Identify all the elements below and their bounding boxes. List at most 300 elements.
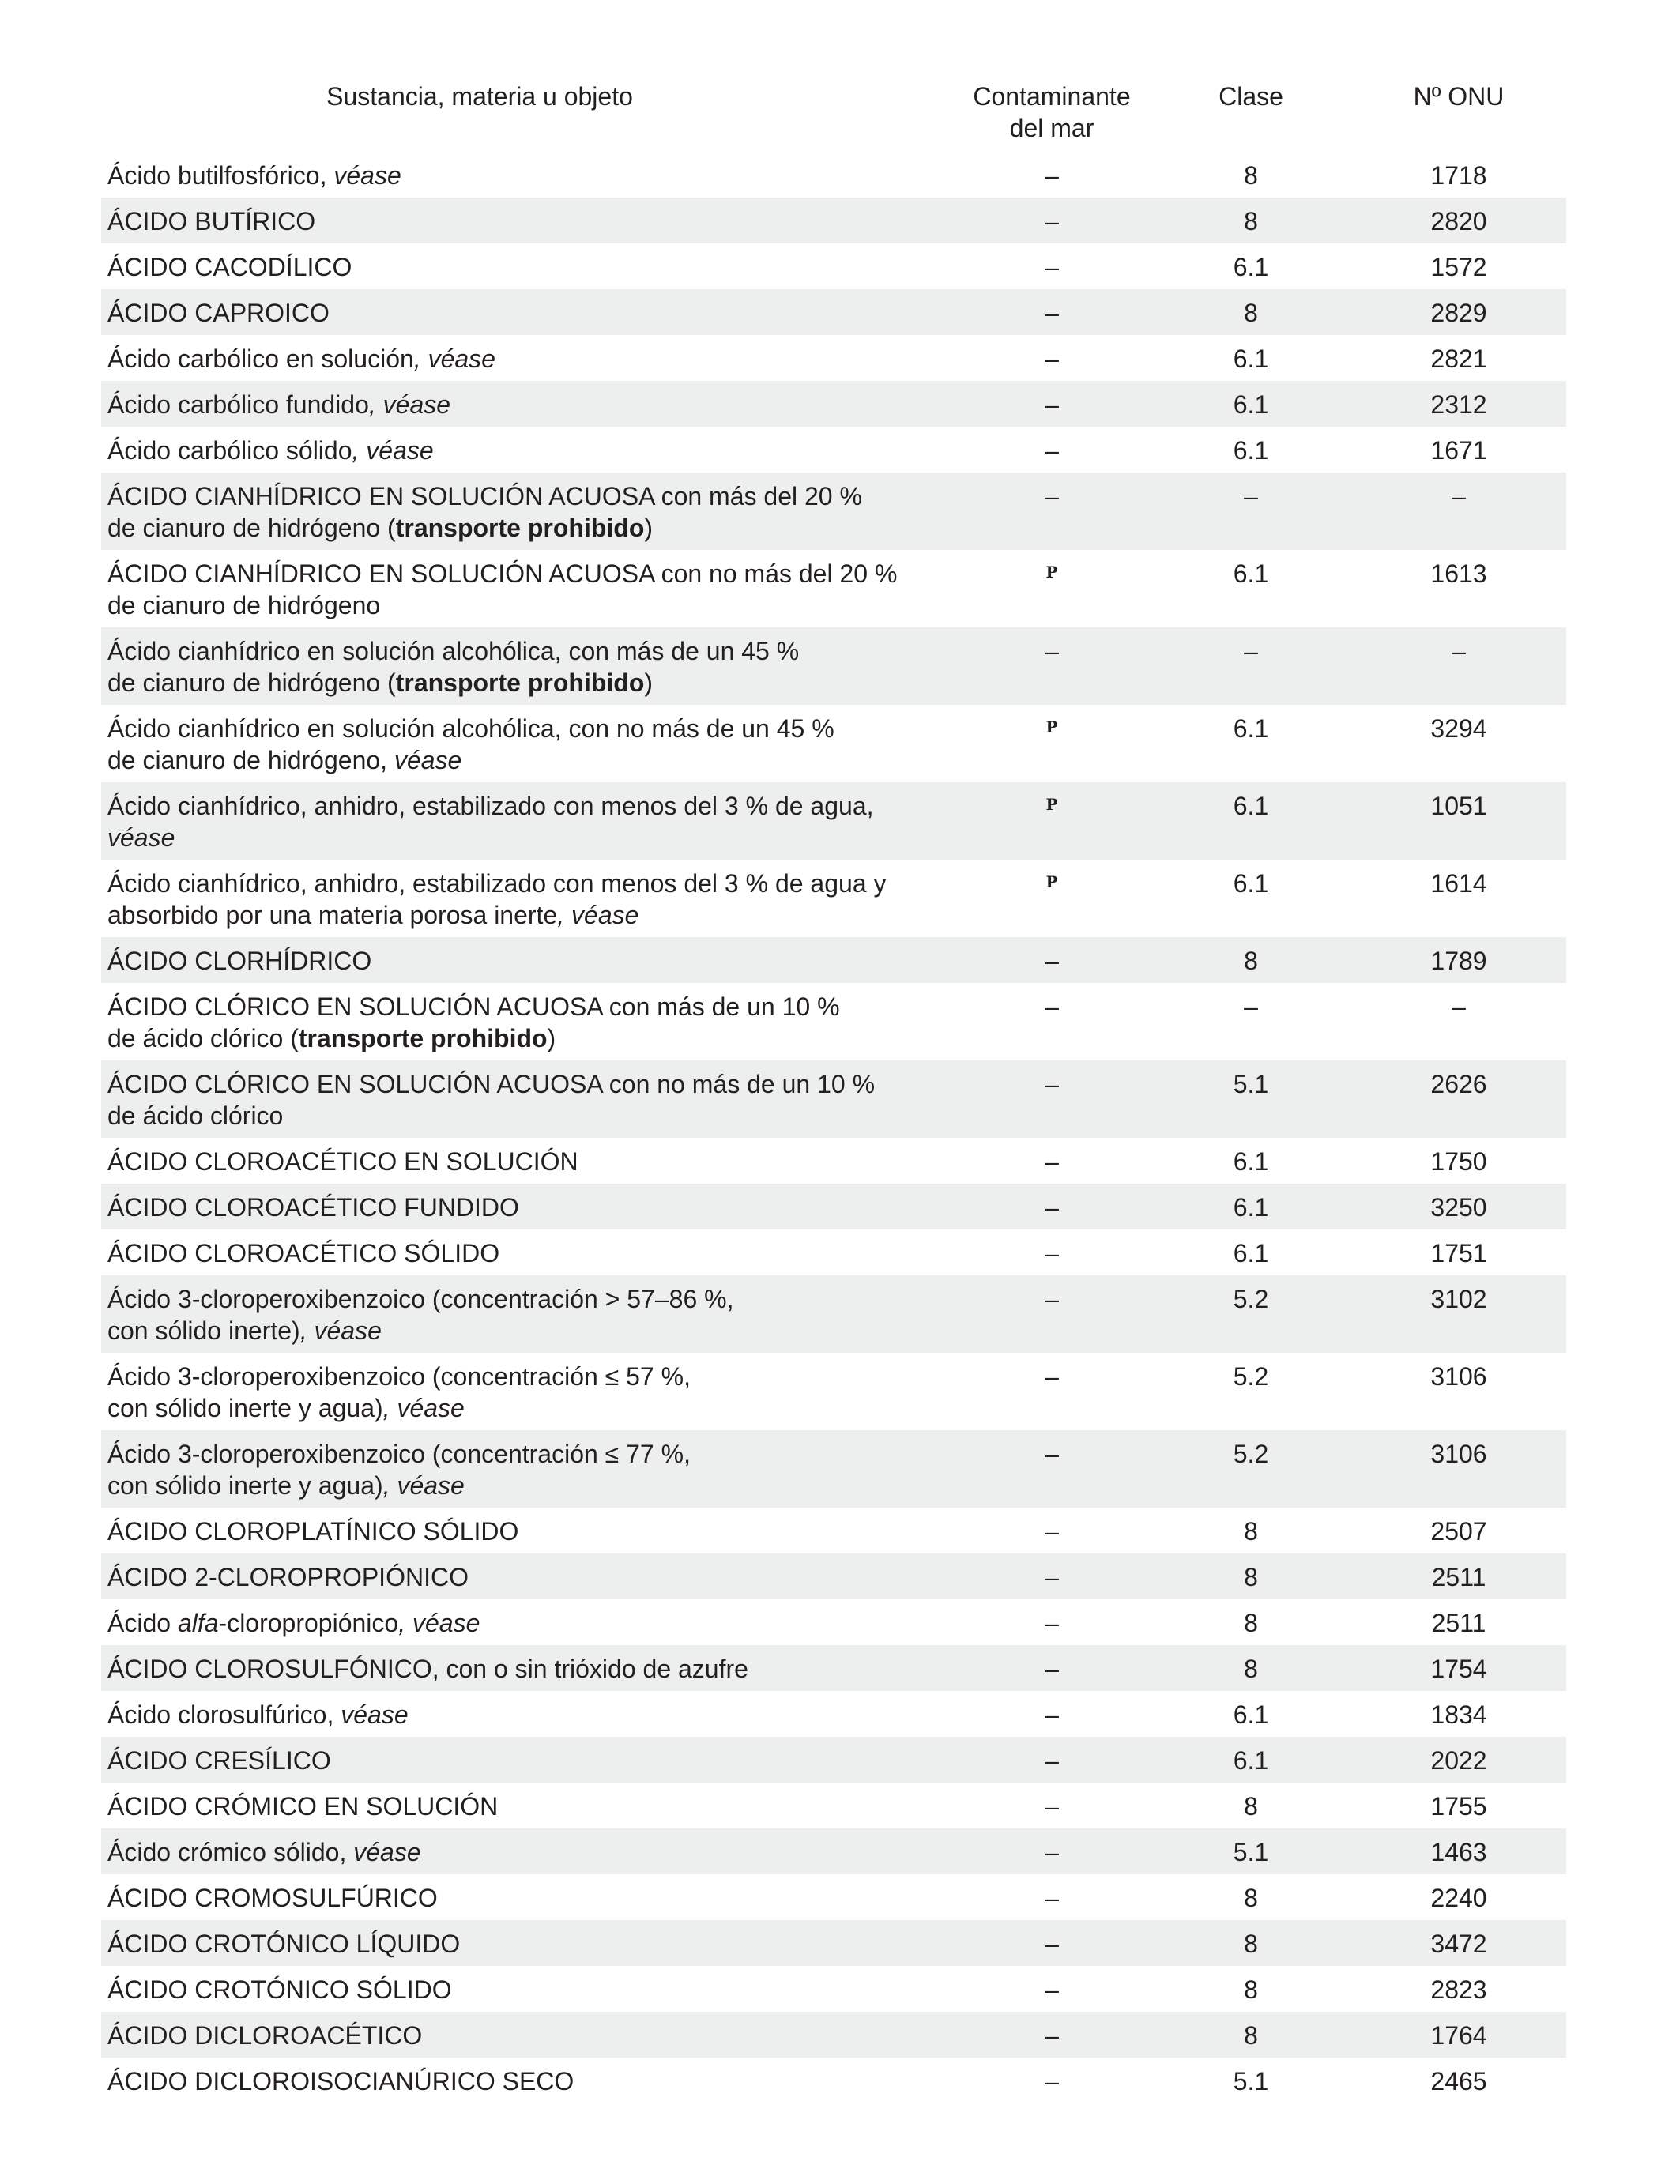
substance-name-cell [101, 1353, 953, 1430]
prohibited-note: transporte prohibido [395, 514, 645, 542]
marine-pollutant-cell [953, 243, 1151, 289]
marine-pollutant-cell [953, 937, 1151, 983]
class-cell [1151, 983, 1351, 1060]
substance-text: Ácido 3-cloroperoxibenzoico (concentración ≤ 77 %, [107, 1440, 691, 1468]
table-row [101, 1920, 1566, 1966]
marine-pollutant-cell-value: – [1045, 436, 1059, 465]
class-cell-value: 8 [1244, 207, 1258, 235]
marine-pollutant-cell-value: P [1045, 795, 1058, 814]
marine-pollutant-cell [953, 289, 1151, 335]
un-number-cell-value: 1834 [1430, 1700, 1487, 1729]
un-number-cell-value: 2829 [1430, 299, 1487, 327]
substance-name-cell [101, 1430, 953, 1508]
substance-name-cell [101, 1737, 953, 1783]
substance-text: Ácido 3-cloroperoxibenzoico (concentración > 57–86 %, [107, 1285, 734, 1313]
un-number-cell-value: 1789 [1430, 947, 1487, 975]
substance-name-cell [101, 198, 953, 243]
un-number-cell [1351, 289, 1566, 335]
un-number-cell-value: – [1452, 482, 1466, 510]
class-cell-value: 6.1 [1233, 1239, 1269, 1267]
substance-text: Ácido clorosulfúrico, [107, 1700, 341, 1729]
marine-pollutant-cell-value: – [1045, 1700, 1059, 1729]
marine-pollutant-cell [953, 1783, 1151, 1828]
class-cell [1151, 1430, 1351, 1508]
table-row [101, 627, 1566, 705]
table-row [101, 1691, 1566, 1737]
un-number-cell-value: 2312 [1430, 390, 1487, 419]
un-number-cell [1351, 1691, 1566, 1737]
substance-text: -cloropropiónico [218, 1609, 399, 1637]
un-number-cell-value: 1754 [1430, 1655, 1487, 1683]
substance-name-cell [101, 335, 953, 381]
class-cell [1151, 289, 1351, 335]
substance-text: ÁCIDO CRÓMICO EN SOLUCIÓN [107, 1792, 499, 1821]
class-cell-value: 8 [1244, 1792, 1258, 1821]
class-cell [1151, 1966, 1351, 2012]
substance-text: ÁCIDO CLOROACÉTICO SÓLIDO [107, 1239, 500, 1267]
substance-name-cell [101, 2058, 953, 2103]
un-number-cell [1351, 1353, 1566, 1430]
class-cell-value: 6.1 [1233, 1193, 1269, 1222]
un-number-cell [1351, 1060, 1566, 1138]
substance-text: de cianuro de hidrógeno ( [107, 514, 396, 542]
marine-pollutant-cell [953, 1275, 1151, 1353]
marine-pollutant-cell-value: – [1045, 1563, 1059, 1591]
substance-text: con sólido inerte) [107, 1316, 300, 1345]
marine-pollutant-cell [953, 1828, 1151, 1874]
class-cell-value: – [1244, 482, 1258, 510]
un-number-cell [1351, 1645, 1566, 1691]
marine-pollutant-cell-value: – [1045, 1285, 1059, 1313]
class-cell-value: 8 [1244, 1884, 1258, 1912]
marine-pollutant-cell-value: – [1045, 1838, 1059, 1866]
un-number-cell-value: 2626 [1430, 1070, 1487, 1098]
prohibited-note: transporte prohibido [395, 668, 645, 697]
marine-pollutant-cell [953, 550, 1151, 627]
table-row [101, 550, 1566, 627]
marine-pollutant-cell [953, 1874, 1151, 1920]
see-reference-text: , véase [557, 901, 639, 929]
un-number-cell [1351, 1783, 1566, 1828]
class-cell [1151, 1920, 1351, 1966]
un-number-cell [1351, 1430, 1566, 1508]
see-reference-text: , véase [352, 436, 434, 465]
marine-pollutant-cell-value: – [1045, 1362, 1059, 1391]
table-row [101, 381, 1566, 427]
substance-name-cell [101, 1599, 953, 1645]
class-cell-value: 8 [1244, 1609, 1258, 1637]
class-cell-value: 8 [1244, 1563, 1258, 1591]
class-cell-value: 8 [1244, 2021, 1258, 2050]
table-row [101, 1508, 1566, 1553]
substance-text: ÁCIDO CLOROSULFÓNICO, con o sin trióxido de azufre [107, 1655, 748, 1683]
class-cell [1151, 1737, 1351, 1783]
un-number-cell-value: 2511 [1431, 1609, 1486, 1637]
marine-pollutant-cell [953, 1966, 1151, 2012]
see-reference-text: véase [333, 161, 401, 190]
un-number-cell-value: 1614 [1430, 869, 1487, 898]
see-reference-text: , véase [398, 1609, 480, 1637]
marine-pollutant-cell-value: – [1045, 1792, 1059, 1821]
see-reference-text: véase [353, 1838, 421, 1866]
marine-pollutant-cell [953, 1138, 1151, 1184]
class-cell [1151, 550, 1351, 627]
un-number-cell-value: 3102 [1430, 1285, 1487, 1313]
class-cell-value: 6.1 [1233, 1746, 1269, 1775]
header-class: Clase [1219, 82, 1283, 111]
un-number-cell [1351, 1966, 1566, 2012]
substance-name-cell [101, 152, 953, 198]
see-reference-text: , véase [299, 1316, 382, 1345]
header-marine-pollutant [953, 76, 1151, 152]
un-number-cell-value: 3250 [1430, 1193, 1487, 1222]
marine-pollutant-cell-value: – [1045, 637, 1059, 665]
see-reference-text: , véase [368, 390, 451, 419]
marine-pollutant-cell-value: – [1045, 390, 1059, 419]
class-cell-value: 6.1 [1233, 436, 1269, 465]
class-cell-value: 8 [1244, 1975, 1258, 2004]
un-number-cell-value: 1751 [1430, 1239, 1487, 1267]
marine-pollutant-cell-value: – [1045, 1884, 1059, 1912]
class-cell [1151, 1275, 1351, 1353]
class-cell-value: 6.1 [1233, 345, 1269, 373]
substance-name-cell [101, 782, 953, 860]
substance-name-cell [101, 1691, 953, 1737]
un-number-cell-value: 1671 [1430, 436, 1487, 465]
prohibited-note: transporte prohibido [298, 1024, 548, 1052]
marine-pollutant-cell-value: P [1045, 872, 1058, 891]
marine-pollutant-cell [953, 2012, 1151, 2058]
class-cell [1151, 1553, 1351, 1599]
substance-text: ÁCIDO CLORHÍDRICO [107, 947, 372, 975]
un-number-cell-value: 2823 [1430, 1975, 1487, 2004]
un-number-cell [1351, 983, 1566, 1060]
marine-pollutant-cell [953, 705, 1151, 782]
substance-text: ÁCIDO CROTÓNICO SÓLIDO [107, 1975, 452, 2004]
un-number-cell [1351, 627, 1566, 705]
class-cell-value: 8 [1244, 1930, 1258, 1958]
marine-pollutant-cell [953, 152, 1151, 198]
substance-text: ÁCIDO CLOROPLATÍNICO SÓLIDO [107, 1517, 519, 1546]
marine-pollutant-cell [953, 427, 1151, 473]
table-row [101, 427, 1566, 473]
un-number-cell [1351, 427, 1566, 473]
table-row [101, 983, 1566, 1060]
un-number-cell-value: 3294 [1430, 714, 1487, 743]
substance-name-cell [101, 1783, 953, 1828]
un-number-cell [1351, 1599, 1566, 1645]
class-cell-value: 6.1 [1233, 390, 1269, 419]
marine-pollutant-cell-value: – [1045, 1147, 1059, 1176]
class-cell [1151, 1508, 1351, 1553]
un-number-cell [1351, 381, 1566, 427]
header-un-number: Nº ONU [1413, 82, 1505, 111]
marine-pollutant-cell [953, 1353, 1151, 1430]
header-substance: Sustancia, materia u objeto [326, 82, 633, 111]
substance-name-cell [101, 550, 953, 627]
substance-name-cell [101, 705, 953, 782]
marine-pollutant-cell [953, 1553, 1151, 1599]
substance-text: absorbido por una materia porosa inerte [107, 901, 558, 929]
substance-name-cell [101, 473, 953, 550]
class-cell-value: 6.1 [1233, 253, 1269, 281]
class-cell [1151, 243, 1351, 289]
substance-text: ÁCIDO CLOROACÉTICO FUNDIDO [107, 1193, 519, 1222]
un-number-cell-value: 1764 [1430, 2021, 1487, 2050]
un-number-cell [1351, 1275, 1566, 1353]
class-cell [1151, 1599, 1351, 1645]
substance-text: ÁCIDO DICLOROISOCIANÚRICO SECO [107, 2067, 574, 2096]
class-cell [1151, 2058, 1351, 2103]
marine-pollutant-cell [953, 1691, 1151, 1737]
substance-name-cell [101, 627, 953, 705]
substance-name-cell [101, 860, 953, 937]
un-number-cell [1351, 335, 1566, 381]
un-number-cell [1351, 198, 1566, 243]
table-row [101, 1783, 1566, 1828]
marine-pollutant-cell [953, 1060, 1151, 1138]
substance-text: ) [547, 1024, 556, 1052]
un-number-cell-value: – [1452, 637, 1466, 665]
table-row [101, 1430, 1566, 1508]
class-cell [1151, 381, 1351, 427]
marine-pollutant-cell-value: – [1045, 947, 1059, 975]
substance-text: ÁCIDO DICLOROACÉTICO [107, 2021, 423, 2050]
class-cell-value: 6.1 [1233, 559, 1269, 588]
substance-text: Ácido cianhídrico, anhidro, estabilizado con menos del 3 % de agua, [107, 792, 874, 820]
substance-text: ÁCIDO BUTÍRICO [107, 207, 316, 235]
table-row [101, 1553, 1566, 1599]
table-header-row [101, 76, 1566, 152]
un-number-cell [1351, 473, 1566, 550]
marine-pollutant-cell [953, 860, 1151, 937]
marine-pollutant-cell [953, 1184, 1151, 1229]
substance-text: Ácido cianhídrico en solución alcohólica, con no más de un 45 % [107, 714, 834, 743]
class-cell [1151, 198, 1351, 243]
table-row [101, 2058, 1566, 2103]
class-cell-value: 8 [1244, 161, 1258, 190]
marine-pollutant-cell [953, 1508, 1151, 1553]
class-cell [1151, 1828, 1351, 1874]
marine-pollutant-cell-value: – [1045, 2021, 1059, 2050]
class-cell-value: 8 [1244, 1517, 1258, 1546]
class-cell [1151, 473, 1351, 550]
class-cell [1151, 335, 1351, 381]
substance-name-cell [101, 983, 953, 1060]
substance-text: ÁCIDO CACODÍLICO [107, 253, 352, 281]
un-number-cell-value: 3472 [1430, 1930, 1487, 1958]
substance-name-cell [101, 1229, 953, 1275]
un-number-cell-value: 2507 [1430, 1517, 1487, 1546]
marine-pollutant-cell-value: – [1045, 207, 1059, 235]
class-cell-value: 8 [1244, 299, 1258, 327]
marine-pollutant-cell [953, 335, 1151, 381]
class-cell [1151, 860, 1351, 937]
substance-name-cell [101, 2012, 953, 2058]
un-number-cell [1351, 2012, 1566, 2058]
marine-pollutant-cell-value: – [1045, 1239, 1059, 1267]
substance-name-cell [101, 1874, 953, 1920]
substance-name-cell [101, 381, 953, 427]
substance-text: ÁCIDO CLÓRICO EN SOLUCIÓN ACUOSA con más de un 10 % [107, 992, 840, 1021]
marine-pollutant-cell-value: – [1045, 1440, 1059, 1468]
substance-name-cell [101, 289, 953, 335]
table-row [101, 198, 1566, 243]
class-cell-value: 5.2 [1233, 1440, 1269, 1468]
un-number-cell-value: 2511 [1431, 1563, 1486, 1591]
substance-text: ÁCIDO CIANHÍDRICO EN SOLUCIÓN ACUOSA con más del 20 % [107, 482, 862, 510]
table-row [101, 243, 1566, 289]
un-number-cell [1351, 705, 1566, 782]
marine-pollutant-cell [953, 1599, 1151, 1645]
marine-pollutant-cell-value: – [1045, 1517, 1059, 1546]
marine-pollutant-cell [953, 381, 1151, 427]
see-reference-text: véase [341, 1700, 409, 1729]
un-number-cell-value: 1051 [1430, 792, 1487, 820]
un-number-cell [1351, 1553, 1566, 1599]
table-row [101, 1353, 1566, 1430]
table-row [101, 860, 1566, 937]
marine-pollutant-cell [953, 198, 1151, 243]
substance-name-cell [101, 1920, 953, 1966]
marine-pollutant-cell-value: – [1045, 1746, 1059, 1775]
un-number-cell-value: 2465 [1430, 2067, 1487, 2096]
class-cell [1151, 152, 1351, 198]
substance-text: de ácido clórico ( [107, 1024, 299, 1052]
class-cell [1151, 705, 1351, 782]
table-row [101, 1874, 1566, 1920]
un-number-cell-value: 1572 [1430, 253, 1487, 281]
class-cell [1151, 1691, 1351, 1737]
table-row [101, 1645, 1566, 1691]
document-page [101, 76, 1566, 2103]
class-cell [1151, 937, 1351, 983]
class-cell [1151, 1874, 1351, 1920]
un-number-cell [1351, 1138, 1566, 1184]
class-cell-value: 6.1 [1233, 1147, 1269, 1176]
table-row [101, 1229, 1566, 1275]
substance-name-cell [101, 1138, 953, 1184]
marine-pollutant-cell [953, 2058, 1151, 2103]
table-row [101, 152, 1566, 198]
table-row [101, 1060, 1566, 1138]
substance-name-cell [101, 1966, 953, 2012]
substance-text: ÁCIDO CIANHÍDRICO EN SOLUCIÓN ACUOSA con no más del 20 % [107, 559, 898, 588]
un-number-cell-value: 1750 [1430, 1147, 1487, 1176]
substance-text: Ácido 3-cloroperoxibenzoico (concentración ≤ 57 %, [107, 1362, 691, 1391]
un-number-cell [1351, 1874, 1566, 1920]
substance-text: ÁCIDO CAPROICO [107, 299, 330, 327]
un-number-cell [1351, 2058, 1566, 2103]
substance-name-cell [101, 1184, 953, 1229]
marine-pollutant-cell-value: P [1045, 717, 1058, 736]
see-reference-text: véase [394, 746, 462, 774]
substance-text: ÁCIDO 2-CLOROPROPIÓNICO [107, 1563, 469, 1591]
class-cell [1151, 1184, 1351, 1229]
header-marine-pollutant-line2: del mar [1009, 114, 1094, 142]
table-row [101, 473, 1566, 550]
class-cell-value: 5.1 [1233, 1838, 1269, 1866]
substance-text: Ácido crómico sólido, [107, 1838, 354, 1866]
un-number-cell-value: 1755 [1430, 1792, 1487, 1821]
table-row [101, 1737, 1566, 1783]
un-number-cell-value: 1613 [1430, 559, 1487, 588]
marine-pollutant-cell [953, 782, 1151, 860]
substance-name-cell [101, 1508, 953, 1553]
class-cell-value: – [1244, 637, 1258, 665]
un-number-cell [1351, 1737, 1566, 1783]
marine-pollutant-cell-value: – [1045, 299, 1059, 327]
table-row [101, 937, 1566, 983]
marine-pollutant-cell-value: – [1045, 161, 1059, 190]
substance-name-cell [101, 1645, 953, 1691]
class-cell [1151, 1229, 1351, 1275]
un-number-cell [1351, 860, 1566, 937]
substance-name-cell [101, 1060, 953, 1138]
table-row [101, 1828, 1566, 1874]
un-number-cell-value: – [1452, 992, 1466, 1021]
substance-text: Ácido carbólico sólido [107, 436, 352, 465]
marine-pollutant-cell [953, 627, 1151, 705]
substance-text: ÁCIDO CLÓRICO EN SOLUCIÓN ACUOSA con no más de un 10 % [107, 1070, 876, 1098]
marine-pollutant-cell-value: – [1045, 1193, 1059, 1222]
class-cell [1151, 1060, 1351, 1138]
substance-name-cell [101, 1828, 953, 1874]
class-cell [1151, 627, 1351, 705]
marine-pollutant-cell-value: – [1045, 1609, 1059, 1637]
class-cell-value: 6.1 [1233, 1700, 1269, 1729]
marine-pollutant-cell [953, 473, 1151, 550]
marine-pollutant-cell-value: – [1045, 1070, 1059, 1098]
un-number-cell-value: 2821 [1430, 345, 1487, 373]
marine-pollutant-cell-value: P [1045, 563, 1058, 582]
un-number-cell-value: 2240 [1430, 1884, 1487, 1912]
un-number-cell-value: 3106 [1430, 1362, 1487, 1391]
substance-text: con sólido inerte y agua) [107, 1471, 383, 1500]
class-cell-value: 6.1 [1233, 792, 1269, 820]
table-row [101, 2012, 1566, 2058]
marine-pollutant-cell-value: – [1045, 482, 1059, 510]
class-cell-value: 6.1 [1233, 869, 1269, 898]
class-cell-value: 6.1 [1233, 714, 1269, 743]
marine-pollutant-cell [953, 983, 1151, 1060]
table-row [101, 705, 1566, 782]
substance-text: Ácido carbólico fundido [107, 390, 369, 419]
un-number-cell-value: 2022 [1430, 1746, 1487, 1775]
table-row [101, 1966, 1566, 2012]
class-cell [1151, 1138, 1351, 1184]
table-body [101, 152, 1566, 2103]
class-cell-value: 5.2 [1233, 1362, 1269, 1391]
substance-name-cell [101, 427, 953, 473]
un-number-cell [1351, 243, 1566, 289]
substance-text: ÁCIDO CROTÓNICO LÍQUIDO [107, 1930, 461, 1958]
substance-text: Ácido carbólico en solución [107, 345, 414, 373]
class-cell [1151, 2012, 1351, 2058]
substance-text: de cianuro de hidrógeno, [107, 746, 394, 774]
substance-name-cell [101, 1275, 953, 1353]
table-row [101, 1138, 1566, 1184]
class-cell-value: – [1244, 992, 1258, 1021]
see-reference-text: , véase [382, 1471, 465, 1500]
see-reference-text: , véase [382, 1394, 465, 1422]
marine-pollutant-cell-value: – [1045, 253, 1059, 281]
class-cell-value: 8 [1244, 947, 1258, 975]
substance-text: ÁCIDO CRESÍLICO [107, 1746, 331, 1775]
class-cell [1151, 782, 1351, 860]
class-cell [1151, 1645, 1351, 1691]
marine-pollutant-cell [953, 1430, 1151, 1508]
